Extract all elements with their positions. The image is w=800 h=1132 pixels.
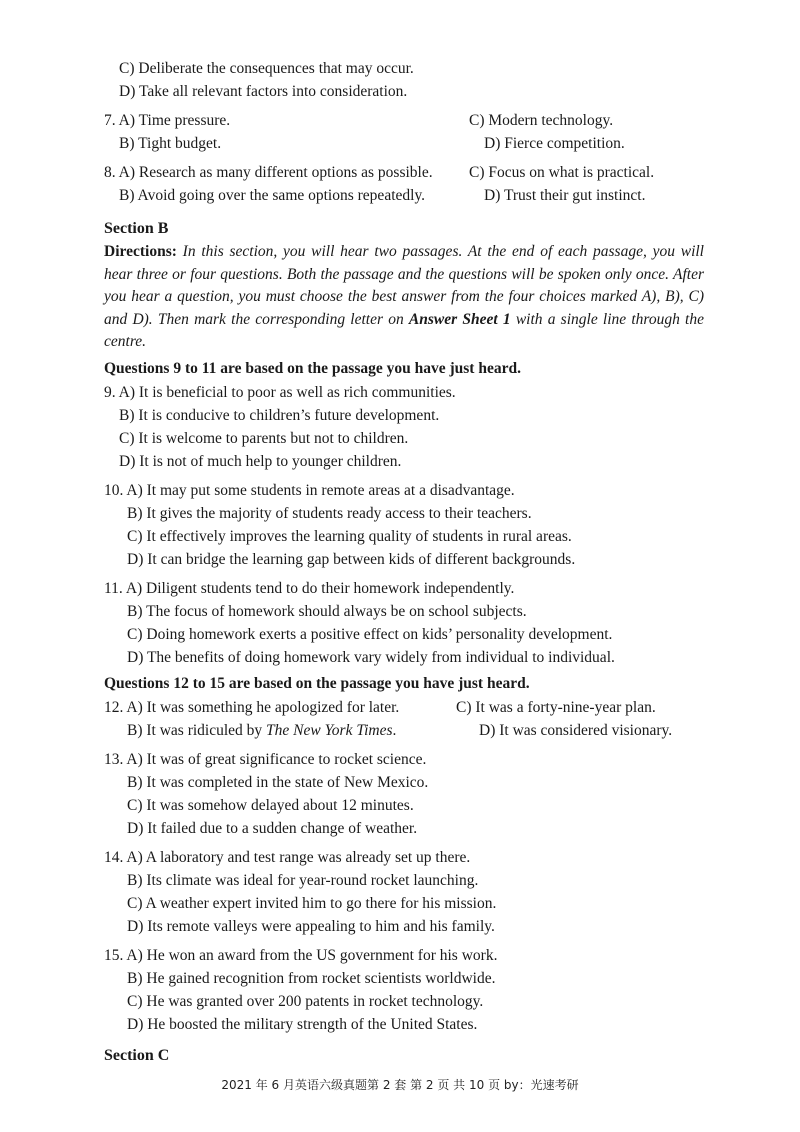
q10-option-a: 10. A) It may put some students in remote areas at a disadvantage. (104, 481, 515, 499)
q8-option-d: D) Trust their gut instinct. (484, 187, 646, 204)
q12-row-1 (104, 696, 704, 719)
q14-option-c: C) A weather expert invited him to go there for his mission. (127, 894, 497, 912)
directions-label: Directions: (104, 243, 177, 260)
q12-option-b-title: The New York Times (266, 721, 393, 739)
q10-option-c: C) It effectively improves the learning quality of students in rural areas. (127, 527, 572, 545)
q11-option-a: 11. A) Diligent students tend to do their homework independently. (104, 579, 515, 597)
q8-row-2 (104, 184, 704, 207)
q14-option-d: D) Its remote valleys were appealing to him and his family. (127, 917, 495, 935)
q7-option-a: 7. A) Time pressure. (104, 112, 231, 129)
q6-option-d: D) Take all relevant factors into consideration. (119, 83, 408, 100)
q12-option-c: C) It was a forty-nine-year plan. (456, 698, 656, 716)
q8-row-1 (104, 161, 704, 184)
q11-option-d: D) The benefits of doing homework vary widely from individual to individual. (127, 648, 615, 666)
q13-option-d: D) It failed due to a sudden change of weather. (127, 819, 418, 837)
q15-option-d: D) He boosted the military strength of the United States. (127, 1015, 478, 1033)
q15-option-c: C) He was granted over 200 patents in rocket technology. (127, 992, 484, 1010)
q15-option-b: B) He gained recognition from rocket scientists worldwide. (127, 969, 496, 987)
q7-row-2 (104, 132, 704, 155)
q12-row-2 (104, 719, 704, 742)
q9-option-a: 9. A) It is beneficial to poor as well as rich communities. (104, 383, 456, 401)
q14-option-b: B) Its climate was ideal for year-round rocket launching. (127, 871, 479, 889)
q6-option-c: C) Deliberate the consequences that may occur. (119, 60, 414, 77)
q9-option-d: D) It is not of much help to younger children. (119, 452, 402, 470)
section-b-directions (104, 241, 704, 354)
section-b-title: Section B (104, 220, 169, 237)
q15-option-a: 15. A) He won an award from the US government for his work. (104, 946, 498, 964)
page-footer: 2021 年 6 月英语六级真题第 2 套 第 2 页 共 10 页 by：光速考研 (221, 1078, 579, 1092)
group1-heading: Questions 9 to 11 are based on the passage you have just heard. (104, 359, 521, 377)
q7-row-1 (104, 109, 704, 132)
q8-option-c: C) Focus on what is practical. (469, 164, 655, 181)
q12-option-a: 12. A) It was something he apologized for later. (104, 698, 400, 716)
q13-option-c: C) It was somehow delayed about 12 minutes. (127, 796, 414, 814)
q12-option-b-suffix: . (392, 721, 397, 739)
q10-option-d: D) It can bridge the learning gap between kids of different backgrounds. (127, 550, 576, 568)
q10-option-b: B) It gives the majority of students ready access to their teachers. (127, 504, 532, 522)
q7-option-b: B) Tight budget. (119, 135, 222, 152)
directions-tail: with a single line through the centre. (104, 310, 704, 351)
q13-option-b: B) It was completed in the state of New Mexico. (127, 773, 429, 791)
q12-option-b-prefix: B) It was ridiculed by (127, 721, 267, 739)
q8-option-a: 8. A) Research as many different options as possible. (104, 164, 433, 181)
q12-option-b (104, 719, 479, 742)
directions-text: In this section, you will hear two passages. At the end of each passage, you will hear three or four questions. Both the passage and the questions will be spoken only once. After you hear a question, you must choose the best answer from the four choices marked A), B), C) and D). Then mark the corresponding letter on (104, 243, 704, 328)
section-c-title: Section C (104, 1046, 170, 1064)
q7-option-d: D) Fierce competition. (484, 135, 625, 152)
q12-option-d: D) It was considered visionary. (479, 721, 673, 739)
q8-option-b: B) Avoid going over the same options repeatedly. (119, 187, 426, 204)
q9-option-b: B) It is conducive to children’s future development. (119, 406, 440, 424)
q11-option-b: B) The focus of homework should always be on school subjects. (127, 602, 527, 620)
q11-option-c: C) Doing homework exerts a positive effect on kids’ personality development. (127, 625, 613, 643)
q7-option-c: C) Modern technology. (469, 112, 614, 129)
q13-option-a: 13. A) It was of great significance to rocket science. (104, 750, 427, 768)
q9-option-c: C) It is welcome to parents but not to children. (119, 429, 409, 447)
answer-sheet-ref: Answer Sheet 1 (408, 310, 511, 328)
group2-heading: Questions 12 to 15 are based on the passage you have just heard. (104, 674, 530, 692)
q14-option-a: 14. A) A laboratory and test range was already set up there. (104, 848, 471, 866)
exam-page (104, 57, 704, 1068)
